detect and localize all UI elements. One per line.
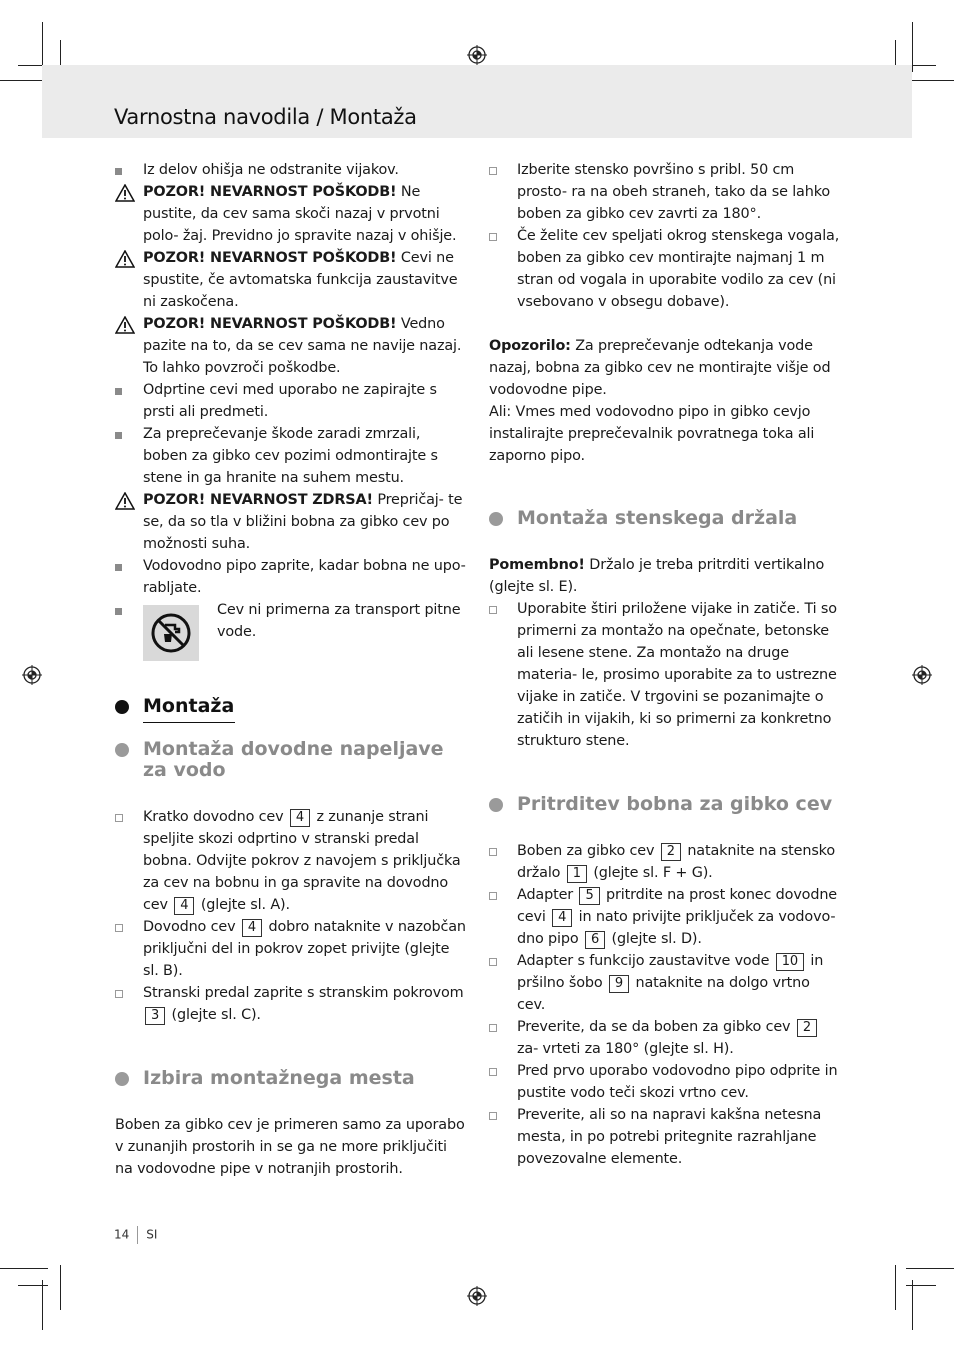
list-item: Pred prvo uporabo vodovodno pipo odprite in pustite vodo teči skozi vrtno cev.	[489, 1060, 841, 1104]
registration-mark-icon	[912, 665, 932, 685]
ali-paragraph: Ali: Vmes med vodovodno pipo in gibko cevjo instalirajte preprečevalnik povratnega toka ali zaporno pipo.	[489, 404, 815, 464]
page-number: 14	[114, 1227, 130, 1242]
section-heading-drzalo: Montaža stenskega držala	[489, 508, 841, 529]
section-heading-montaza: Montaža	[115, 696, 467, 717]
list-item: Boben za gibko cev 2 nataknite na stensko držalo 1 (glejte sl. F + G).	[489, 840, 841, 884]
language-code: SI	[146, 1227, 158, 1242]
crop-mark	[18, 1285, 48, 1286]
list-item: Adapter 5 pritrdite na prost konec dovodne cevi 4 in nato privijte priključek za vodovo- dno pipo 6 (glejte sl. D).	[489, 884, 841, 950]
izbira-paragraph: Boben za gibko cev je primeren samo za uporabo v zunanjih prostorih in se ga ne more priključiti na vodovodne pipe v notranjih prostorih.	[115, 1117, 465, 1177]
warning-item: POZOR! NEVARNOST POŠKODB! Cevi ne spustite, če avtomatska funkcija zaustavitve ni zaskočena.	[115, 247, 467, 313]
section-heading-izbira: Izbira montažnega mesta	[115, 1068, 467, 1089]
crop-mark	[912, 1280, 913, 1330]
crop-mark	[906, 80, 954, 81]
list-item	[115, 599, 467, 665]
registration-mark-icon	[467, 45, 487, 65]
registration-mark-icon	[22, 665, 42, 685]
left-column	[115, 159, 467, 1180]
list-item: Preverite, da se da boben za gibko cev 2 za- vrteti za 180° (glejte sl. H).	[489, 1016, 841, 1060]
crop-mark	[60, 1265, 61, 1310]
section-heading-pritrditev: Pritrditev bobna za gibko cev	[489, 794, 841, 815]
list-item: Kratko dovodno cev 4 z zunanje strani speljite skozi odprtino v stranski predal bobna. Odvijte pokrov z navojem s priključka za cev na bobnu in ga spravite na dovodno cev 4 (glejte sl. A).	[115, 806, 467, 916]
warning-item: POZOR! NEVARNOST POŠKODB! Ne pustite, da cev sama skoči nazaj v prvotni polo- žaj. Previdno jo spravite nazaj v ohišje.	[115, 181, 467, 247]
list-item: Če želite cev speljati okrog stenskega vogala, boben za gibko cev montirajte najmanj 1 m stran od vogala in uporabite vodilo za cev (ni vsebovano v obsegu dobave).	[489, 225, 841, 313]
right-column	[489, 159, 841, 1170]
warning-item: POZOR! NEVARNOST POŠKODB! Vedno pazite na to, da se cev sama ne navije nazaj. To lahko povzroči poškodbe.	[115, 313, 467, 379]
list-item: Vodovodno pipo zaprite, kadar bobna ne upo- rabljate.	[115, 555, 467, 599]
no-drink-text: Cev ni primerna za transport pitne vode.	[217, 602, 461, 640]
crop-mark	[906, 1268, 954, 1269]
page-footer	[114, 1226, 157, 1244]
list-item: Odprtine cevi med uporabo ne zapirajte s prsti ali predmeti.	[115, 379, 467, 423]
list-item: Adapter s funkcijo zaustavitve vode 10 in pršilno šobo 9 nataknite na dolgo vrtno cev.	[489, 950, 841, 1016]
warning-triangle-icon	[115, 184, 135, 202]
crop-mark	[0, 80, 48, 81]
list-item: Iz delov ohišja ne odstranite vijakov.	[115, 159, 467, 181]
registration-mark-icon	[467, 1286, 487, 1306]
warning-triangle-icon	[115, 316, 135, 334]
crop-mark	[0, 1268, 48, 1269]
opozorilo-paragraph: Opozorilo: Za preprečevanje odtekanja vode nazaj, bobna za gibko cev ne montirajte višje od vodovodne pipe.	[489, 338, 831, 398]
list-item: Izberite stensko površino s pribl. 50 cm prosto- ra na obeh straneh, tako da se lahko boben za gibko cev zavrti za 180°.	[489, 159, 841, 225]
list-item: Stranski predal zaprite s stranskim pokrovom 3 (glejte sl. C).	[115, 982, 467, 1026]
warning-triangle-icon	[115, 492, 135, 510]
section-heading-dovod: Montaža dovodne napeljave za vodo	[115, 739, 467, 781]
page-title: Varnostna navodila / Montaža	[114, 105, 417, 129]
crop-mark	[42, 1280, 43, 1330]
warning-item: POZOR! NEVARNOST ZDRSA! Prepričaj- te se, da so tla v bližini bobna za gibko cev po možnosti suha.	[115, 489, 467, 555]
list-item: Dovodno cev 4 dobro nataknite v nazobčan priključni del in pokrov zopet privijte (glejte sl. B).	[115, 916, 467, 982]
crop-mark	[906, 1285, 936, 1286]
warning-triangle-icon	[115, 250, 135, 268]
no-drinking-water-icon	[143, 605, 199, 661]
pomembno-paragraph: Pomembno! Držalo je treba pritrditi vertikalno (glejte sl. E).	[489, 557, 825, 595]
list-item: Preverite, ali so na napravi kakšna netesna mesta, in po potrebi pritegnite razrahljane povezovalne elemente.	[489, 1104, 841, 1170]
list-item: Uporabite štiri priložene vijake in zatiče. Ti so primerni za montažo na opečnate, betonske ali lesene stene. Za montažo na druge materia- le, prosimo uporabite za to ustrezne vijake in zatiče. V trgovini se pozanimajte o zatičih in vijakih, ki so primerni za konkretno strukturo stene.	[489, 598, 841, 752]
list-item: Za preprečevanje škode zaradi zmrzali, boben za gibko cev pozimi odmontirajte s stene in ga hranite na suhem mestu.	[115, 423, 467, 489]
crop-mark	[895, 1265, 896, 1310]
